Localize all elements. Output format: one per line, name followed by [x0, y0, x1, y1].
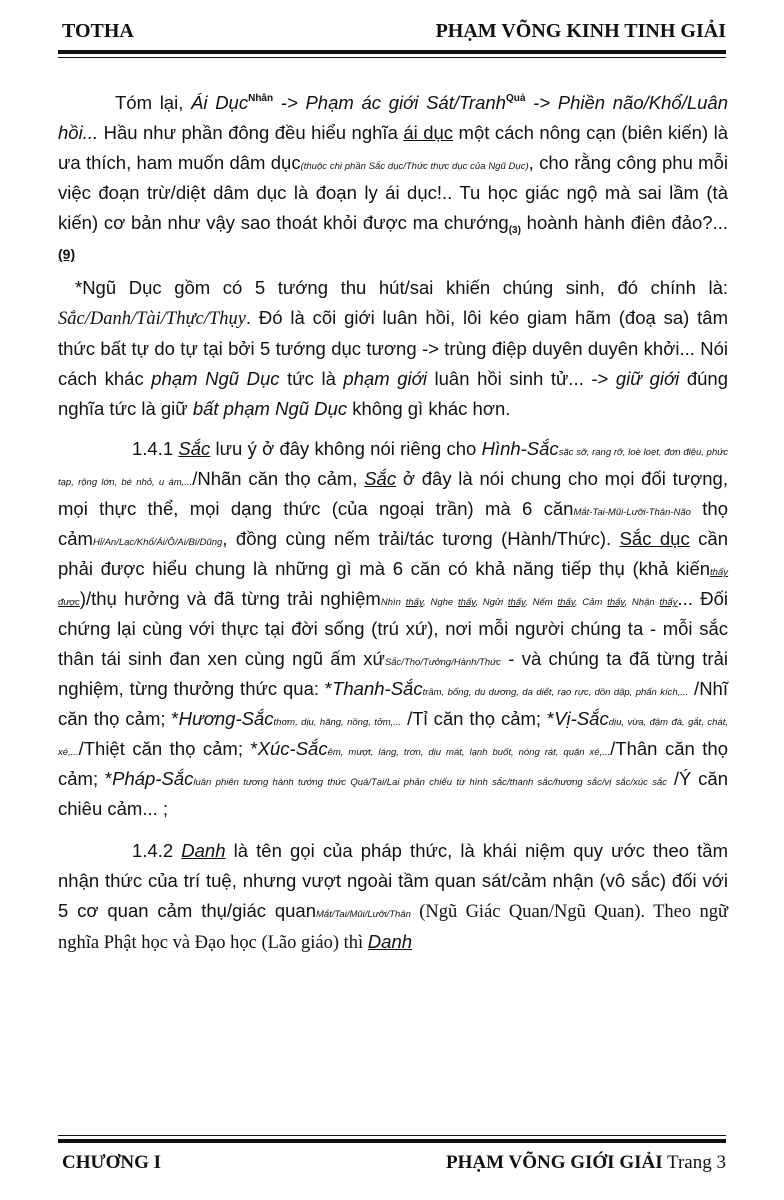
text: /Nhãn căn thọ cảm, [192, 468, 365, 489]
header-rule-thick [58, 50, 726, 54]
text: một cách nông cạn (biên kiến) là ưa thích, ham muốn dâm dục [58, 122, 728, 173]
superscript: Quả [505, 93, 526, 104]
text-italic: Xúc-Sắc [257, 738, 328, 759]
text-italic: giữ giới [615, 368, 680, 389]
inline-annotation: Mắt-Tai-Mũi-Lưỡi-Thân-Não [573, 507, 691, 518]
text: tức là [279, 368, 344, 389]
text-italic: Thanh-Sắc [332, 678, 423, 699]
superscript: Nhân [248, 93, 274, 104]
text-italic: Sắc/Danh/Tài/Thực/Thụy [58, 309, 246, 329]
text: thọ cảm [58, 498, 729, 549]
text: /Ý căn chiêu cảm... ; [58, 768, 728, 819]
text: Hầu như phần đông đều hiểu nghĩa [98, 122, 404, 143]
text-italic: phạm Ngũ Dục [151, 368, 280, 389]
term-sac-duc: Sắc dục [619, 528, 690, 549]
text-italic: Hình-Sắc [481, 438, 559, 459]
text: ... Đối chứng lại cùng với thực tại đời sống (trú xứ), nơi mỗi người chúng ta - mỗi sắc thân tái sinh đan xen cùng ngũ ấm xứ [58, 588, 728, 669]
paragraph-tom-lai [58, 88, 728, 269]
inline-annotation: êm, mượt, láng, trơn, dịu mát, lạnh buốt, nóng rát, quặn xé,... [327, 747, 611, 758]
footer-rule-thick [58, 1139, 726, 1143]
inline-annotation: dịu, vừa, đậm đà, gắt, chát, xé,... [58, 717, 728, 758]
text: Tóm lại, [115, 92, 192, 113]
text: )/thụ hưởng và đã từng trải nghiệm [79, 588, 381, 609]
section-number: 1.4.1 [132, 438, 179, 459]
page-footer [62, 1152, 726, 1174]
text-italic: Pháp-Sắc [112, 768, 194, 789]
inline-annotation: luân phiên tương hành tướng thức Quá/Tại/Lai phản chiếu từ hình sắc/thanh sắc/hương sắc/vị sắc/xúc sắc [193, 777, 667, 788]
text: hoành hành điên đảo?... [520, 212, 729, 233]
text: luân hồi sinh tử... -> [426, 368, 616, 389]
inline-annotation: Mắt/Tai/Mũi/Lưỡi/Thân [316, 909, 411, 920]
footer-chapter: CHƯƠNG I [62, 1152, 162, 1173]
text: . Đó là cõi giới luân hồi, lôi kéo giam hãm (đoạ sa) tâm thức bất tự do tự tại bởi 5 tướng dục tương -> trùng điệp duyên duyên khởi... Nói cách khác [58, 307, 728, 389]
inline-annotation: Sắc/Thọ/Tưởng/Hành/Thức [384, 657, 501, 668]
text-italic: Hương-Sắc [178, 708, 274, 729]
page-header [62, 20, 726, 43]
term-danh: Danh [181, 840, 226, 861]
text-italic: -> Phạm ác giới Sát/Tranh [273, 92, 506, 113]
header-right: PHẠM VÕNG KINH TINH GIẢI [435, 20, 726, 42]
text: không gì khác hơn. [347, 398, 511, 419]
text: là tên gọi của pháp thức, là khái niệm quy ước theo tầm nhận thức của trí tuệ, nhưng vượt ngoài tầm quan sát/cảm nhận (vô sắc) đối với 5 cơ quan cảm thụ/giác quan [58, 840, 728, 921]
header-left: TOTHA [62, 20, 134, 42]
page-body [58, 88, 728, 958]
section-1-4-2-danh [58, 836, 728, 958]
paragraph-ngu-duc [58, 273, 728, 424]
inline-annotation: thơm, dịu, hăng, nồng, tởm,... [273, 717, 402, 728]
text-italic: Ái Dục [191, 92, 249, 113]
text-italic: bất phạm Ngũ Dục [192, 398, 348, 419]
page-number: Trang 3 [667, 1152, 726, 1173]
section-1-4-1-sac [58, 434, 728, 824]
text: , cho rằng công phu mỗi việc đoạn trừ/diệt dâm dục là đoạn ly ái dục!.. Tu học giác ngộ mà sai lầm (tà kiến) cơ bản như vậy sao thoát khỏi được ma chướng [58, 152, 728, 233]
text: , đồng cùng nếm trải/tác tương (Hành/Thức). [222, 528, 620, 549]
text: /Tỉ căn thọ cảm; * [401, 708, 555, 729]
text-underlined: ái dục [403, 122, 454, 143]
inline-annotation: Hỉ/An/Lạc/Khổ/Ái/Ô/Ai/Bi/Dũng [92, 537, 223, 548]
header-rule-thin [58, 57, 726, 58]
text-italic: Vị-Sắc [554, 708, 609, 729]
text: /Thân căn thọ cảm; * [58, 738, 728, 789]
inline-annotation: thấy được [58, 567, 728, 608]
inline-annotation: (thuộc chi phần Sắc dục/Thức thực dục của Ngũ Dục) [300, 161, 529, 172]
footer-rule-thin [58, 1135, 726, 1136]
text: /Thiệt căn thọ cảm; * [78, 738, 258, 759]
text: *Ngũ Dục gồm có 5 tướng thu hút/sai khiến chúng sinh, đó chính là: [75, 277, 728, 298]
text: cần phải được hiểu chung là những gì mà 6 căn có khả năng tiếp thụ (khả kiến [58, 528, 728, 579]
text: lưu ý ở đây không nói riêng cho [210, 438, 482, 459]
text: - và chúng ta đã từng trải nghiệm, từng thưởng thức qua: * [58, 648, 728, 699]
footer-right [446, 1152, 726, 1174]
term-sac: Sắc [364, 468, 397, 489]
text: ở đây là nói chung cho mọi đối tượng, mọi thực thể, mọi dạng thức (của ngoại trần) mà 6 căn [58, 468, 728, 519]
text-italic: phạm giới [343, 368, 427, 389]
term-sac: Sắc [178, 438, 211, 459]
text: /Nhĩ căn thọ cảm; * [58, 678, 728, 729]
footnote-ref: (3) [508, 225, 521, 236]
term-danh: Danh [367, 931, 413, 952]
text-italic: -> Phiền não/Khổ/Luân hồi... [58, 92, 728, 143]
footer-title: PHẠM VÕNG GIỚI GIẢI [446, 1152, 663, 1173]
note-marker: (9) [58, 246, 76, 262]
inline-annotation: sặc sỡ, rạng rỡ, loè loẹt, đơn điệu, phức tạp, rộng lớn, bé nhỏ, u ám,... [58, 447, 728, 488]
text: đúng nghĩa tức là giữ [58, 368, 729, 419]
text: (Ngũ Giác Quan/Ngũ Quan). Theo ngữ nghĩa Phật học và Đạo học (Lão giáo) thì [58, 902, 728, 953]
inline-annotation: trầm, bổng, du dương, da diết, rạo rực, dồn dập, phấn kích,... [422, 687, 689, 698]
inline-annotation: Nhìn thấy, Nghe thấy, Ngửi thấy, Nếm thấy, Cảm thấy, Nhận thấy [380, 597, 678, 608]
section-number: 1.4.2 [132, 840, 182, 861]
